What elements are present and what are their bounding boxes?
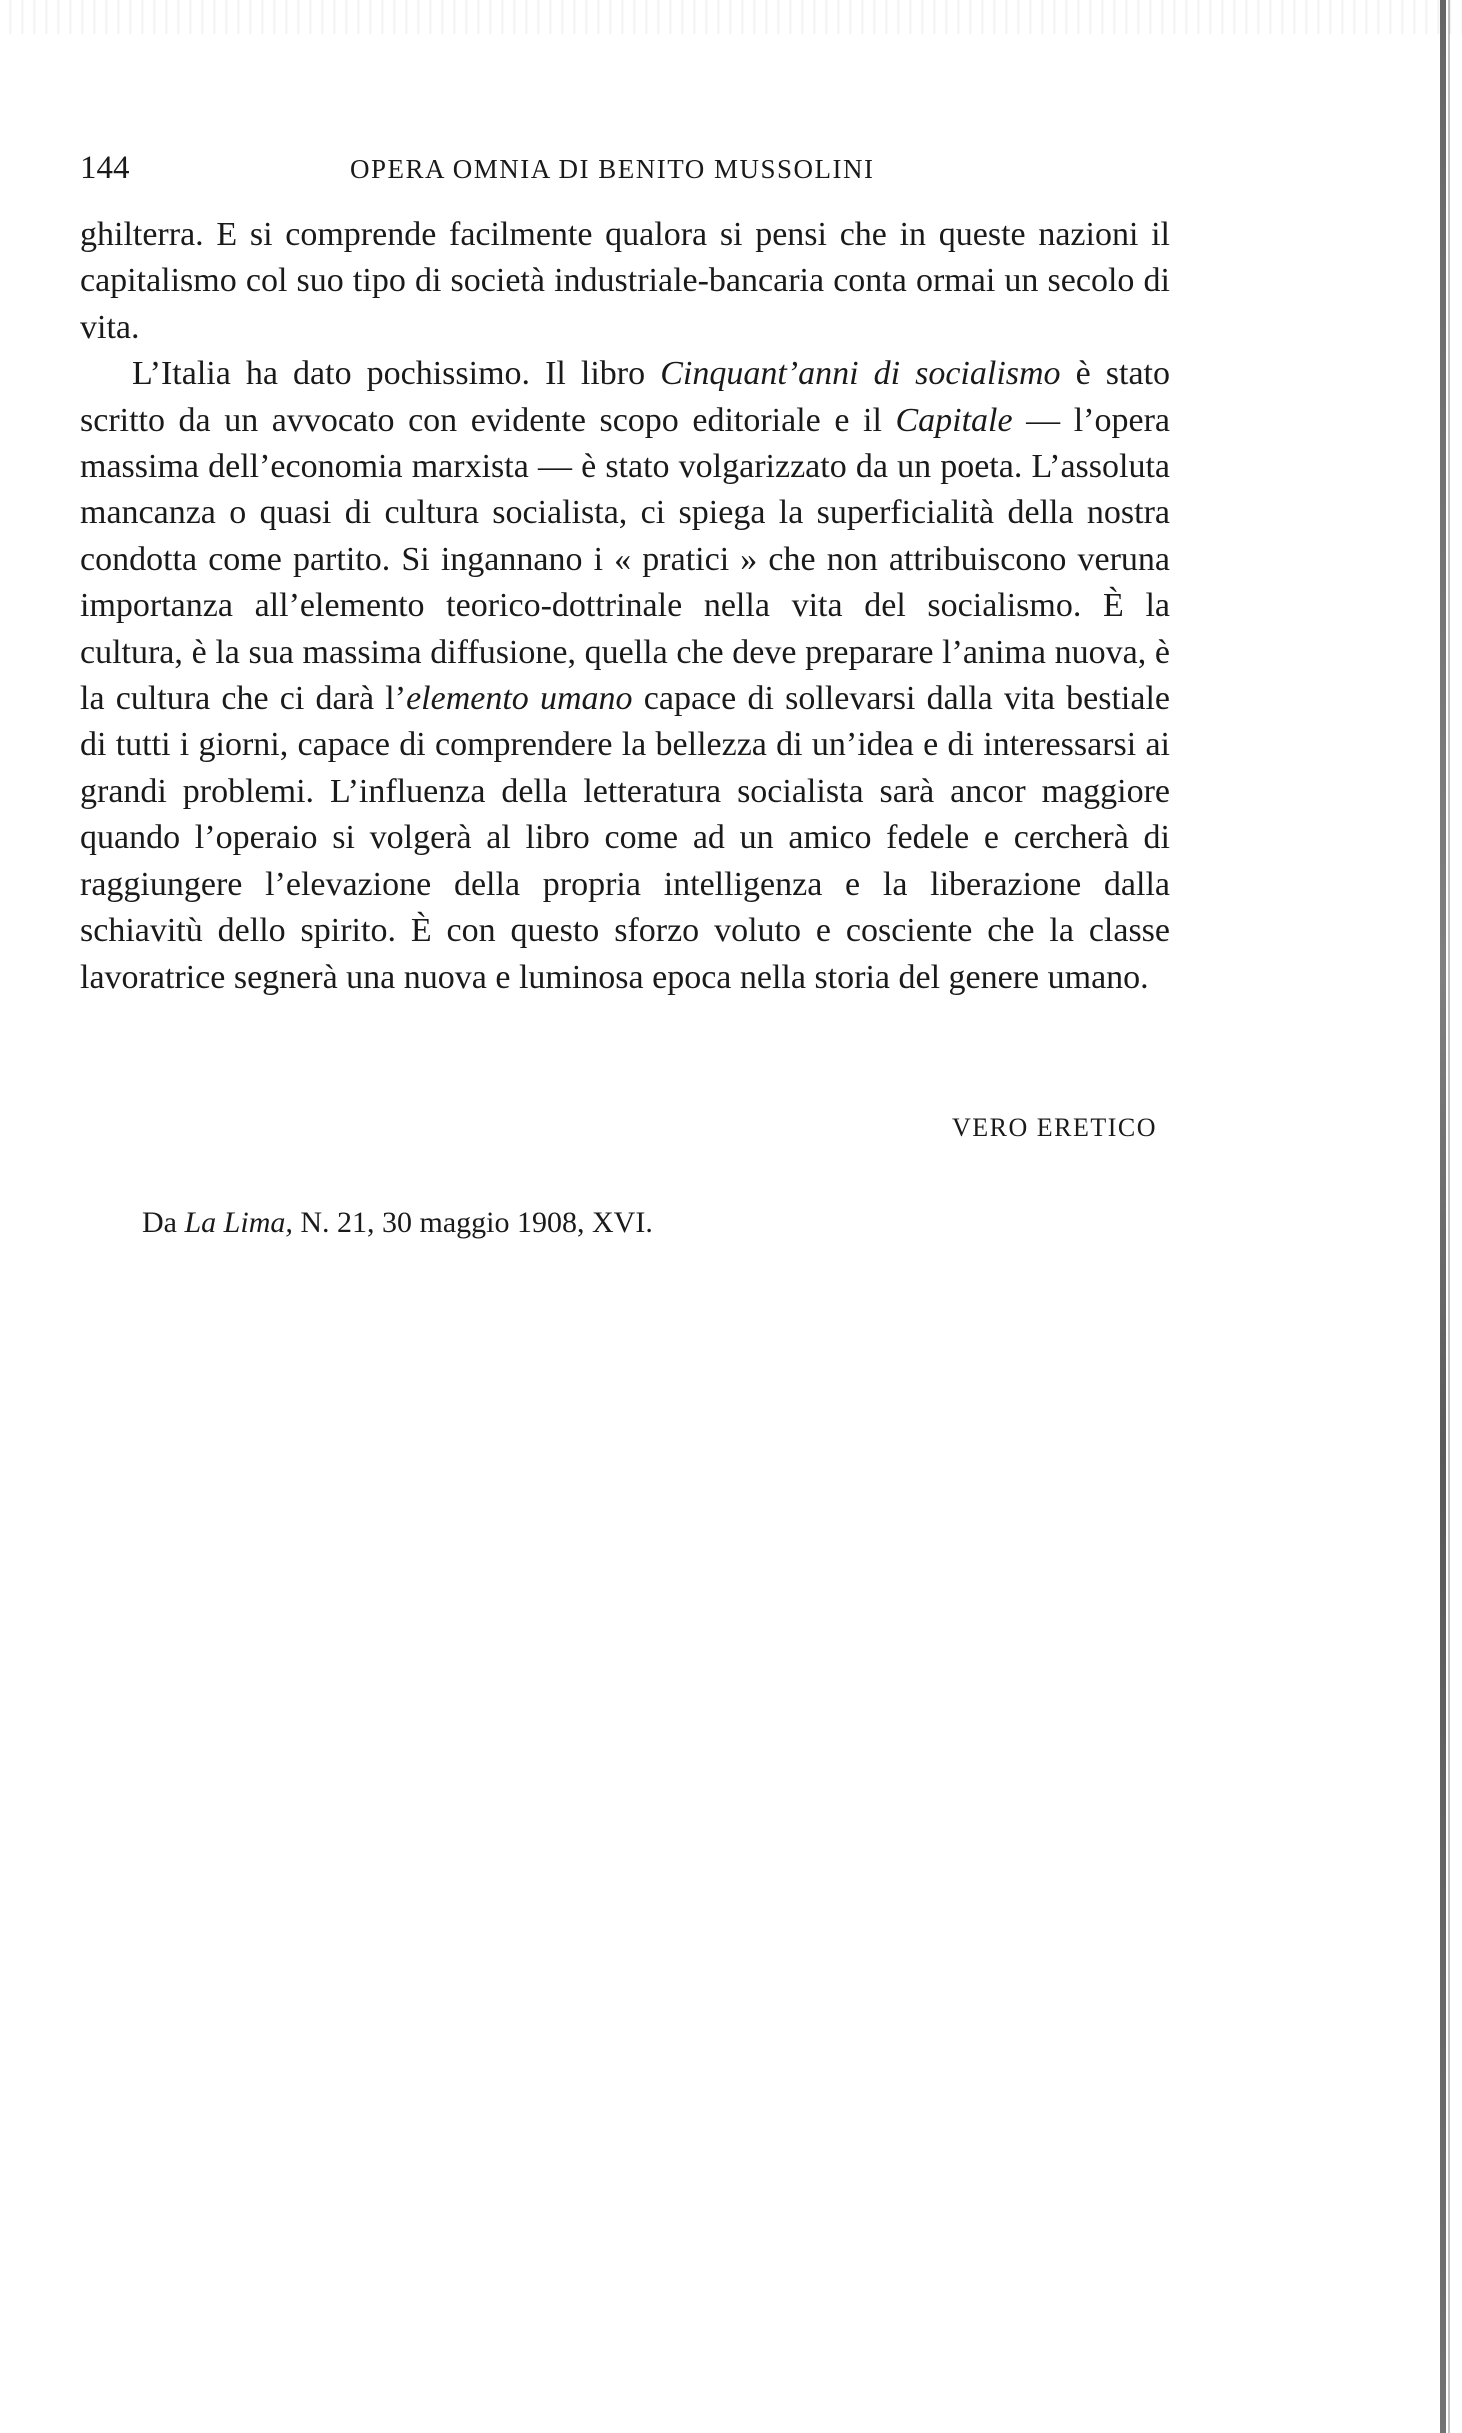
source-prefix: Da [142, 1206, 185, 1239]
source-details: N. 21, 30 maggio 1908, XVI. [292, 1206, 653, 1239]
text-run: è stato scritto da un avvocato con evidente scopo editoriale e il [80, 355, 1170, 439]
scan-binding-edge-thin [1448, 0, 1450, 2433]
paragraph-main [80, 351, 1170, 1001]
author-signature: VERO ERETICO [952, 1113, 1158, 1142]
body-text [80, 212, 1170, 1001]
book-title: OPERA OMNIA DI BENITO MUSSOLINI [350, 154, 875, 184]
source-publication: La Lima, [184, 1206, 293, 1239]
source-citation [142, 1206, 653, 1240]
scan-binding-edge [1440, 0, 1446, 2433]
page-number: 144 [80, 150, 130, 186]
italic-title-cinquantanni: Cinquant’anni di socialismo [660, 355, 1061, 393]
running-head [80, 150, 1170, 200]
italic-title-capitale: Capitale [895, 401, 1013, 439]
scan-noise-top [0, 0, 1462, 34]
paragraph-continuation: ghilterra. E si comprende facilmente qualora si pensi che in queste nazioni il capitalismo col suo tipo di società industriale-bancaria conta ormai un secolo di vita. [80, 216, 1170, 346]
italic-elemento-umano: elemento umano [406, 680, 633, 718]
text-run: — l’opera massima dell’economia marxista — è stato volgarizzato da un poeta. L’assoluta mancanza o quasi di cultura socialista, ci spiega la superficialità della nostra condotta come partito. Si ingannano i « pratici » che non attribuiscono veruna importanza all’elemento teorico-dottrinale nella vita del socialismo. È la cultura, è la sua massima diffusione, quella che deve preparare l’anima nuova, è la cultura che ci darà [80, 401, 1170, 718]
text-run: capace di sollevarsi dalla vita bestiale di tutti i giorni, capace di comprendere la bellezza di un’idea e di interessarsi ai grandi problemi. L’influenza della letteratura socialista sarà ancor maggiore quando l’operaio si volgerà al libro come ad un amico fedele e cercherà di raggiungere l’elevazione della propria intelligenza e la liberazione dalla schiavitù dello spirito. È con questo sforzo voluto e cosciente che la classe lavoratrice segnerà una nuova e luminosa epoca nella storia del genere umano. [80, 680, 1171, 996]
text-run: l’ [385, 680, 407, 718]
text-run: L’Italia ha dato pochissimo. Il libro [132, 355, 661, 393]
